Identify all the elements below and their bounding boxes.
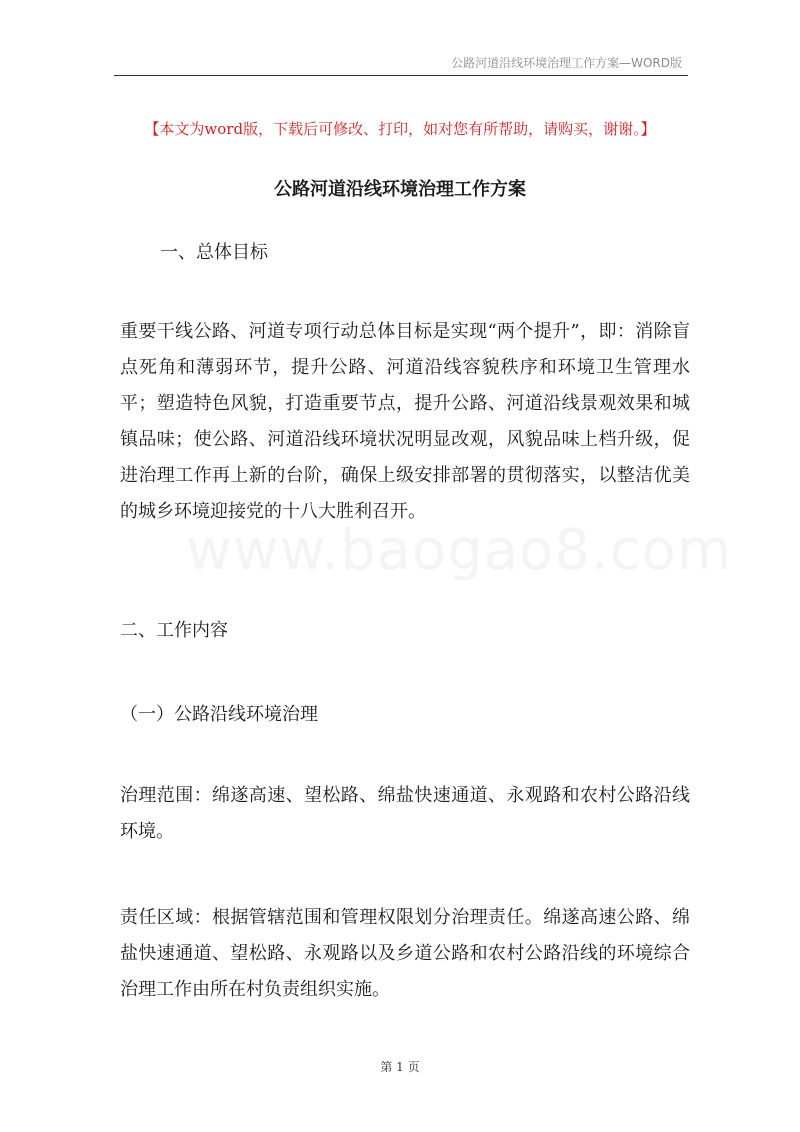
header-divider — [114, 75, 688, 76]
page-number: 第 1 页 — [380, 1060, 420, 1074]
paragraph-governance-scope: 治理范围：绵遂高速、望松路、绵盐快速通道、永观路和农村公路沿线环境。 — [120, 785, 690, 842]
section-heading-work-content: 二、工作内容 — [120, 620, 228, 641]
section-heading-overall-goal: 一、总体目标 — [160, 242, 268, 263]
paragraph-overall-goal: 重要干线公路、河道专项行动总体目标是实现“两个提升”，即：消除盲点死角和薄弱环节，提升公路、河道沿线容貌秩序和环境卫生管理水平；塑造特色风貌，打造重要节点，提升公路、河道沿线景观效果和城镇品味；使公路、河道沿线环境状况明显改观，风貌品味上档升级，促进治理工作再上新的台阶，确保上级安排部署的贯彻落实，以整洁优美的城乡环境迎接党的十八大胜利召开。 — [120, 321, 690, 522]
watermark-text: www.baogao8.com — [186, 518, 733, 583]
page-header-title: 公路河道沿线环境治理工作方案—WORD版 — [451, 56, 682, 70]
subsection-heading-road-environment: （一）公路沿线环境治理 — [120, 704, 318, 725]
document-title: 公路河道沿线环境治理工作方案 — [274, 179, 526, 200]
paragraph-responsibility-area: 责任区域：根据管辖范围和管理权限划分治理责任。绵遂高速公路、绵盐快速通道、望松路、永观路以及乡道公路和农村公路沿线的环境综合治理工作由所在村负责组织实施。 — [120, 907, 690, 1000]
purchase-notice: 【本文为word版，下载后可修改、打印，如对您有所帮助，请购买，谢谢。】 — [144, 120, 656, 138]
